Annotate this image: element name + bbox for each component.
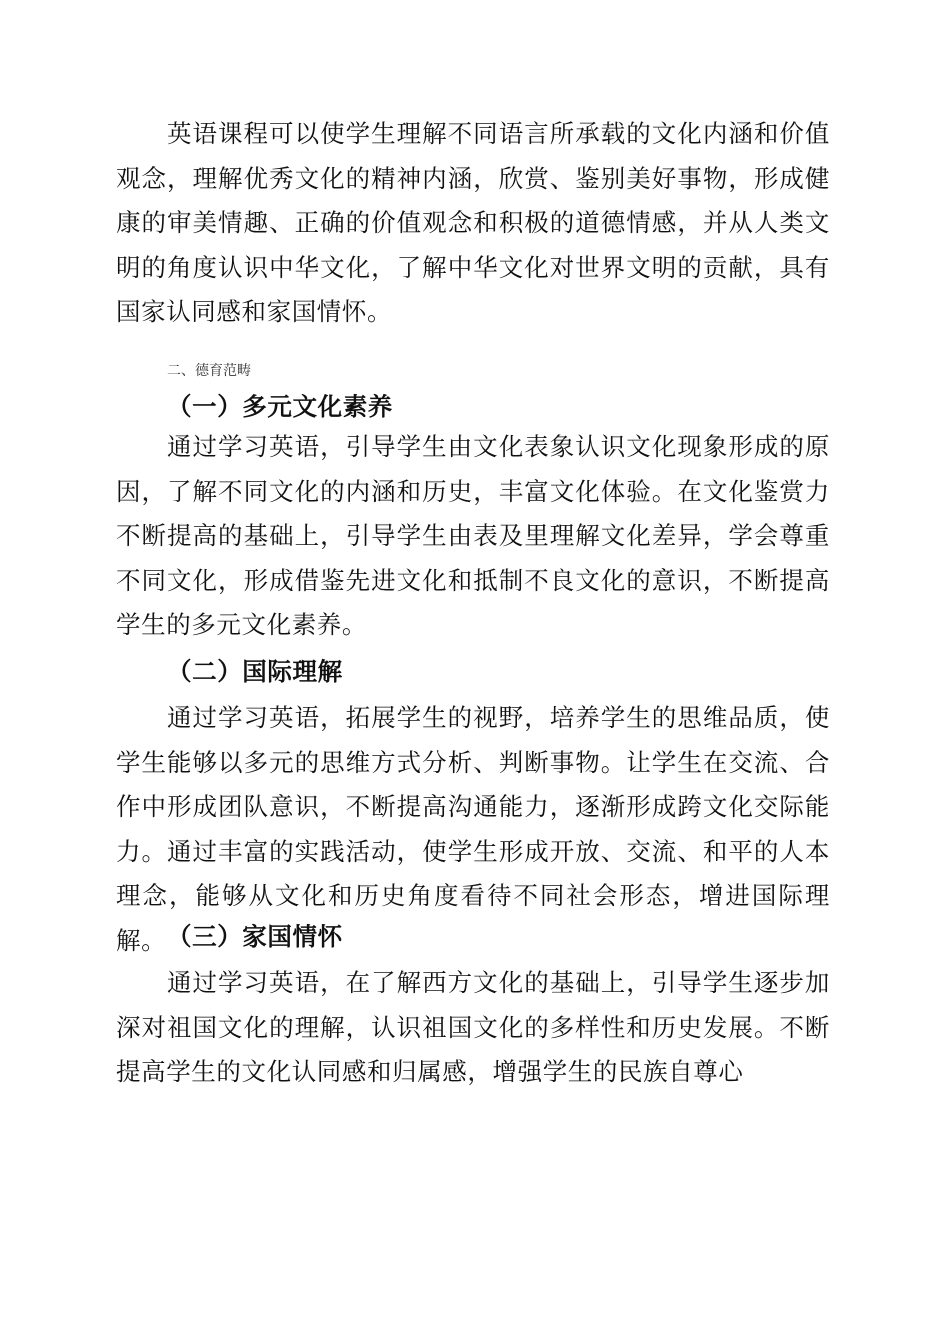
section-heading-patriotism: （三）家国情怀 [167, 922, 343, 951]
section-heading-international: （二）国际理解 [167, 657, 343, 686]
section-body-international: 通过学习英语，拓展学生的视野，培养学生的思维品质，使学生能够以多元的思维方式分析、判断事物。让学生在交流、合作中形成团队意识，不断提高沟通能力，逐渐形成跨文化交际能力。通过丰富的实践活动，使学生形成开放、交流、和平的人本理念，能够从文化和历史角度看待不同社会形态，增进国际理解。 [116, 703, 830, 955]
section-label: 二、德育范畴 [167, 363, 251, 379]
section-heading-multicultural: （一）多元文化素养 [167, 392, 393, 421]
intro-paragraph: 英语课程可以使学生理解不同语言所承载的文化内涵和价值观念，理解优秀文化的精神内涵，欣赏、鉴别美好事物，形成健康的审美情趣、正确的价值观念和积极的道德情感，并从人类文明的角度认识中华文化，了解中华文化对世界文明的贡献，具有国家认同感和家国情怀。 [116, 119, 830, 326]
section-body-multicultural: 通过学习英语，引导学生由文化表象认识文化现象形成的原因，了解不同文化的内涵和历史，丰富文化体验。在文化鉴赏力不断提高的基础上，引导学生由表及里理解文化差异，学会尊重不同文化，形成借鉴先进文化和抵制不良文化的意识，不断提高学生的多元文化素养。 [116, 432, 830, 639]
section-body-patriotism: 通过学习英语，在了解西方文化的基础上，引导学生逐步加深对祖国文化的理解，认识祖国文化的多样性和历史发展。不断提高学生的文化认同感和归属感，增强学生的民族自尊心 [116, 968, 830, 1086]
